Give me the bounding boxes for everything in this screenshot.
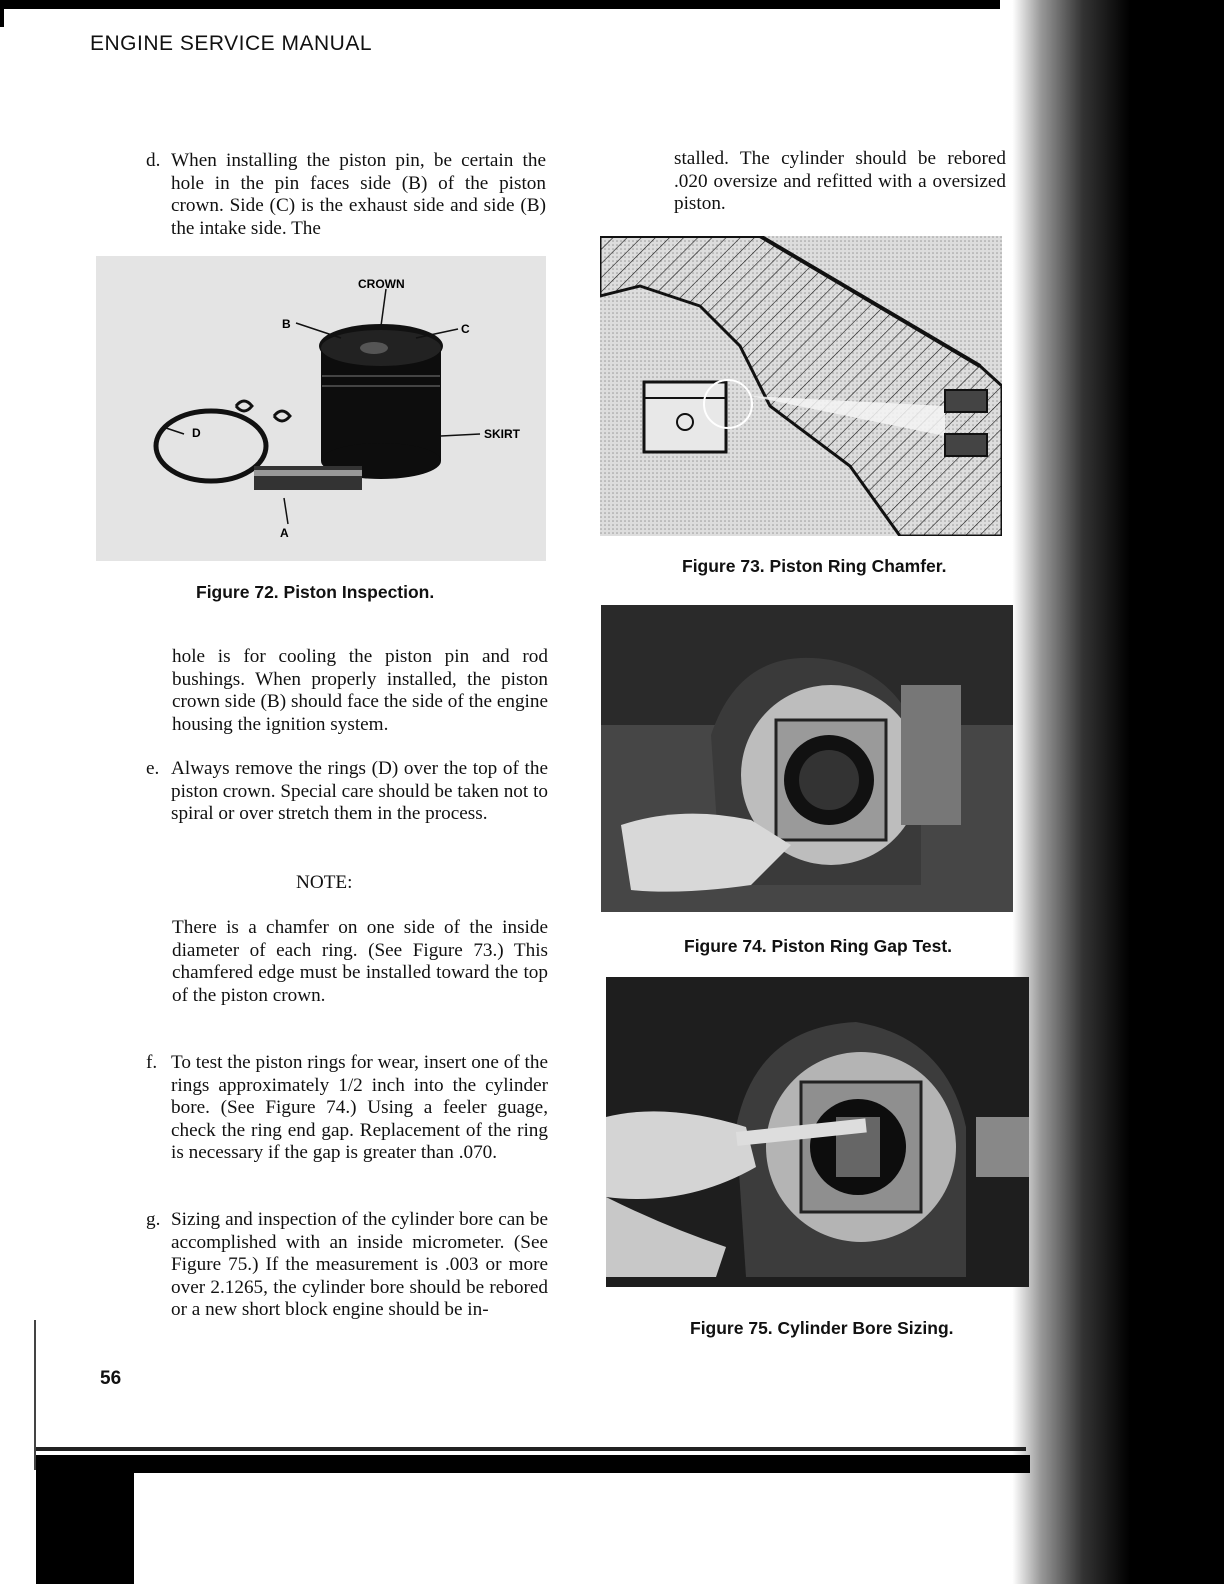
figure-75-image xyxy=(606,977,1029,1287)
note-heading: NOTE: xyxy=(296,872,353,893)
scan-top-border xyxy=(0,0,1000,9)
scan-top-tick xyxy=(0,9,4,27)
list-item-d xyxy=(146,150,546,240)
scan-bottom-band xyxy=(36,1455,1030,1473)
scan-bottom-block xyxy=(36,1473,134,1584)
label-c: C xyxy=(461,322,470,336)
scan-left-line xyxy=(34,1320,36,1470)
list-item-f xyxy=(146,1052,548,1165)
label-crown: CROWN xyxy=(358,277,405,291)
item-label: g. xyxy=(146,1209,161,1230)
list-item-e xyxy=(146,758,548,826)
scan-dark-edge xyxy=(989,0,1224,1584)
list-item-g xyxy=(146,1209,548,1322)
label-skirt: SKIRT xyxy=(484,427,520,441)
note-text: There is a chamfer on one side of the inside diameter of each ring. (See Figure 73.) This chamfered edge must be installed toward the top of the piston crown. xyxy=(172,917,548,1006)
page-header: ENGINE SERVICE MANUAL xyxy=(90,32,373,55)
label-b: B xyxy=(282,317,291,331)
figure-73-caption: Figure 73. Piston Ring Chamfer. xyxy=(682,556,947,576)
figure-74-caption: Figure 74. Piston Ring Gap Test. xyxy=(684,936,953,956)
figure-73-image xyxy=(600,236,1002,536)
right-continuation: stalled. The cylinder should be rebored .020 oversize and refitted with a oversized piston. xyxy=(674,148,1006,214)
item-text: When installing the piston pin, be certain the hole in the pin faces side (B) of the piston crown. Side (C) is the exhaust side and side (B) the intake side. The xyxy=(171,150,546,239)
page-number: 56 xyxy=(100,1368,122,1389)
figure-75-caption: Figure 75. Cylinder Bore Sizing. xyxy=(690,1318,954,1338)
label-d: D xyxy=(192,426,201,440)
figure-74-image xyxy=(601,605,1013,912)
item-text: To test the piston rings for wear, insert one of the rings approximately 1/2 inch into the cylinder bore. (See Figure 74.) Using a feeler guage, check the ring end gap. Replacement of the ring is necessary if the gap is greater than .070. xyxy=(171,1052,548,1163)
item-text: Always remove the rings (D) over the top of the piston crown. Special care should be taken not to spiral or over stretch them in the process. xyxy=(171,758,548,824)
label-a: A xyxy=(280,526,289,540)
figure-72-caption: Figure 72. Piston Inspection. xyxy=(196,582,435,602)
item-label: e. xyxy=(146,758,160,779)
scan-bottom-line xyxy=(36,1447,1026,1451)
continuation-paragraph: hole is for cooling the piston pin and rod bushings. When properly installed, the piston crown side (B) should face the side of the engine housing the ignition system. xyxy=(172,646,548,735)
item-label: d. xyxy=(146,150,161,171)
item-label: f. xyxy=(146,1052,158,1073)
figure-72-image xyxy=(96,256,546,561)
item-text: Sizing and inspection of the cylinder bore can be accomplished with an inside micrometer. (See Figure 75.) If the measurement is .003 or more over 2.1265, the cylinder bore should be rebored or a new short block engine should be in- xyxy=(171,1209,548,1320)
